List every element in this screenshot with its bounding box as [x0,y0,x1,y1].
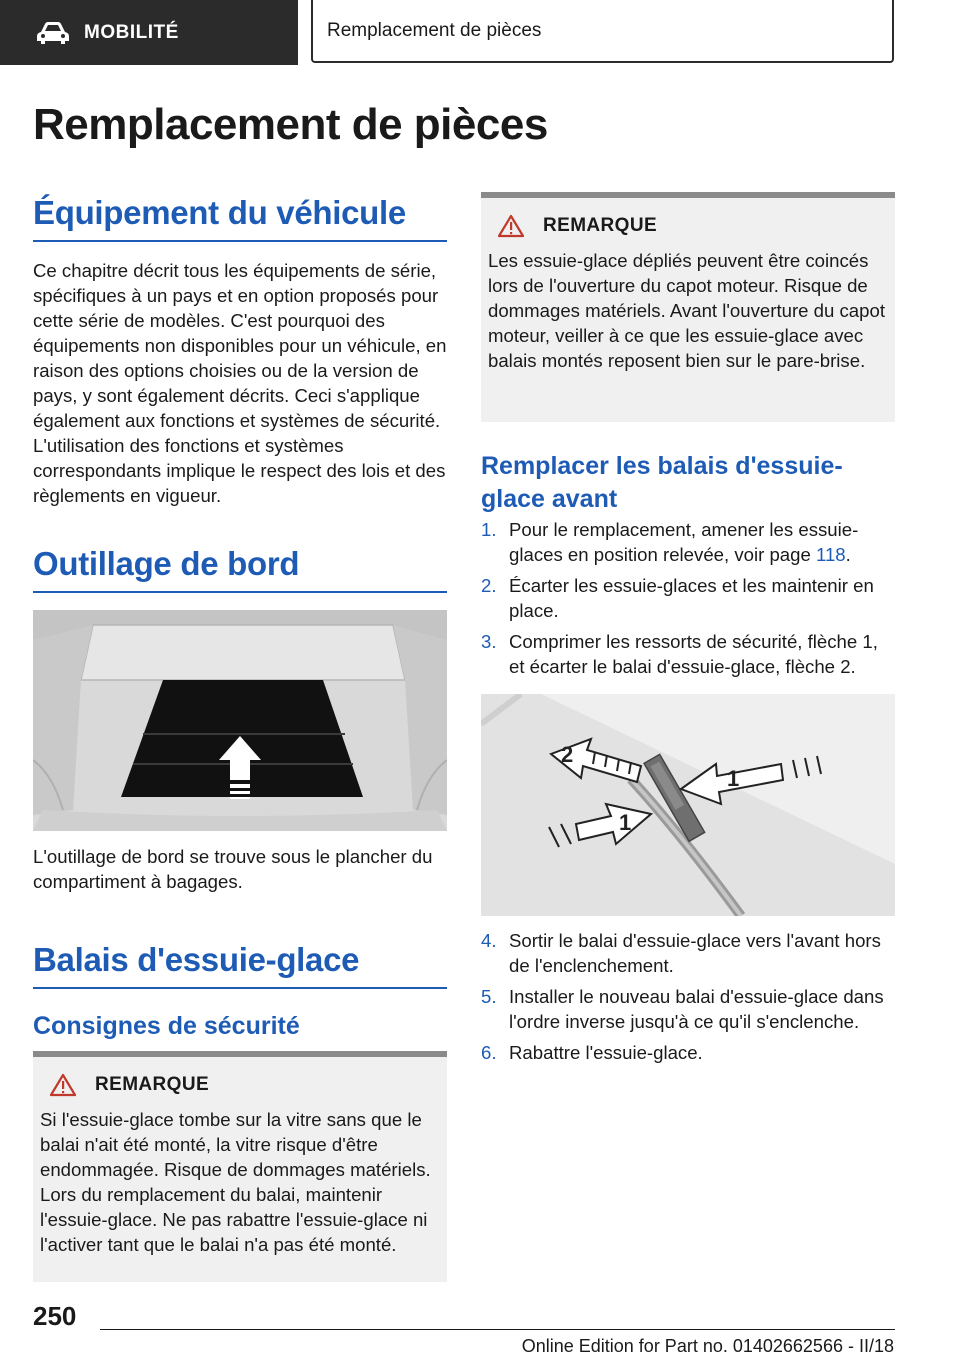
list-item [481,1040,895,1065]
breadcrumb-text: Remplacement de pièces [327,19,542,41]
page-link[interactable]: 118 [816,544,846,565]
step-text: Sortir le balai d'essuie-glace vers l'avant hors de l'enclenchement. [509,930,881,976]
section-title-replace-wipers: Remplacer les balais d'essuie-glace avant [481,452,843,513]
wiper-illustration [481,694,895,916]
notice-box-hood [481,192,895,422]
steps-list-b [481,928,895,1071]
tools-caption: L'outillage de bord se trouve sous le plancher du compartiment à bagages. [33,846,433,892]
list-item [481,928,895,978]
step-number: 3. [481,631,497,652]
step-number: 1. [481,519,497,540]
notice-body: Si l'essuie-glace tombe sur la vitre sans que le balai n'ait été monté, la vitre risque d'être endommagée. Risque de dommages matériels. Lors du remplacement du balai, maintenir l'essuie-glace. Ne pas rabattre l'essuie-glace ni l'activer tant que le balai n'a pas été monté. [40,1109,431,1255]
trunk-illustration [33,610,447,831]
footer-divider [100,1329,895,1330]
arrow-label: 1 [727,766,740,791]
subsection-title-safety: Consignes de sécurité [33,1012,300,1040]
section-tab[interactable] [0,0,298,65]
car-icon [36,21,70,45]
section-title-tools: Outillage de bord [33,545,447,593]
wiper-diagram [481,694,895,916]
step-text: Comprimer les ressorts de sécurité, flèche 1, et écarter le balai d'essuie-glace, flèche 2. [509,631,878,677]
steps-list-a [481,517,895,685]
section-tab-label: MOBILITÉ [84,21,179,43]
warning-icon [498,214,524,238]
list-item [481,573,895,623]
page-number: 250 [33,1301,77,1331]
step-text: Écarter les essuie-glaces et les maintenir en place. [509,575,874,621]
equipment-description: Ce chapitre décrit tous les équipements de série, spécifiques à un pays et en option proposés pour cette série de modèles. C'est pourquoi des équipements non disponibles pour un véhicule, en raison des options choisies ou de la version de pays, y sont également décrits. Ceci s'applique également aux fonctions et systèmes de sécurité. L'utilisation des fonctions et systèmes correspondants implique le respect des lois et des règlements en vigueur. [33,260,447,506]
step-number: 4. [481,930,497,951]
list-item [481,984,895,1034]
section-title-equipment: Équipement du véhicule [33,194,447,242]
step-text: Installer le nouveau balai d'essuie-glace dans l'ordre inverse jusqu'à ce qu'il s'enclenche. [509,986,884,1032]
step-text-end: . [845,544,851,565]
page-title: Remplacement de pièces [33,100,548,149]
step-number: 5. [481,986,497,1007]
notice-title: REMARQUE [95,1074,210,1095]
notice-title: REMARQUE [543,215,658,236]
step-text: Pour le remplacement, amener les essuie-glaces en position relevée, voir page [509,519,859,565]
warning-icon [50,1073,76,1097]
trunk-floor-illustration [33,610,447,831]
list-item [481,629,895,679]
edition-text: Online Edition for Part no. 01402662566 - II/18 [521,1336,894,1356]
breadcrumb [311,0,894,63]
arrow-label: 2 [561,742,574,767]
section-title-wipers: Balais d'essuie-glace [33,941,447,989]
arrow-label: 1 [619,810,632,835]
step-number: 2. [481,575,497,596]
step-number: 6. [481,1042,497,1063]
step-text: Rabattre l'essuie-glace. [509,1042,703,1063]
notice-box-windshield [33,1051,447,1282]
notice-body: Les essuie-glace dépliés peuvent être coincés lors de l'ouverture du capot moteur. Risque de dommages matériels. Avant l'ouverture du capot moteur, veiller à ce que les essuie-glace avec balais montés reposent bien sur le pare-brise. [488,250,885,371]
list-item [481,517,895,567]
